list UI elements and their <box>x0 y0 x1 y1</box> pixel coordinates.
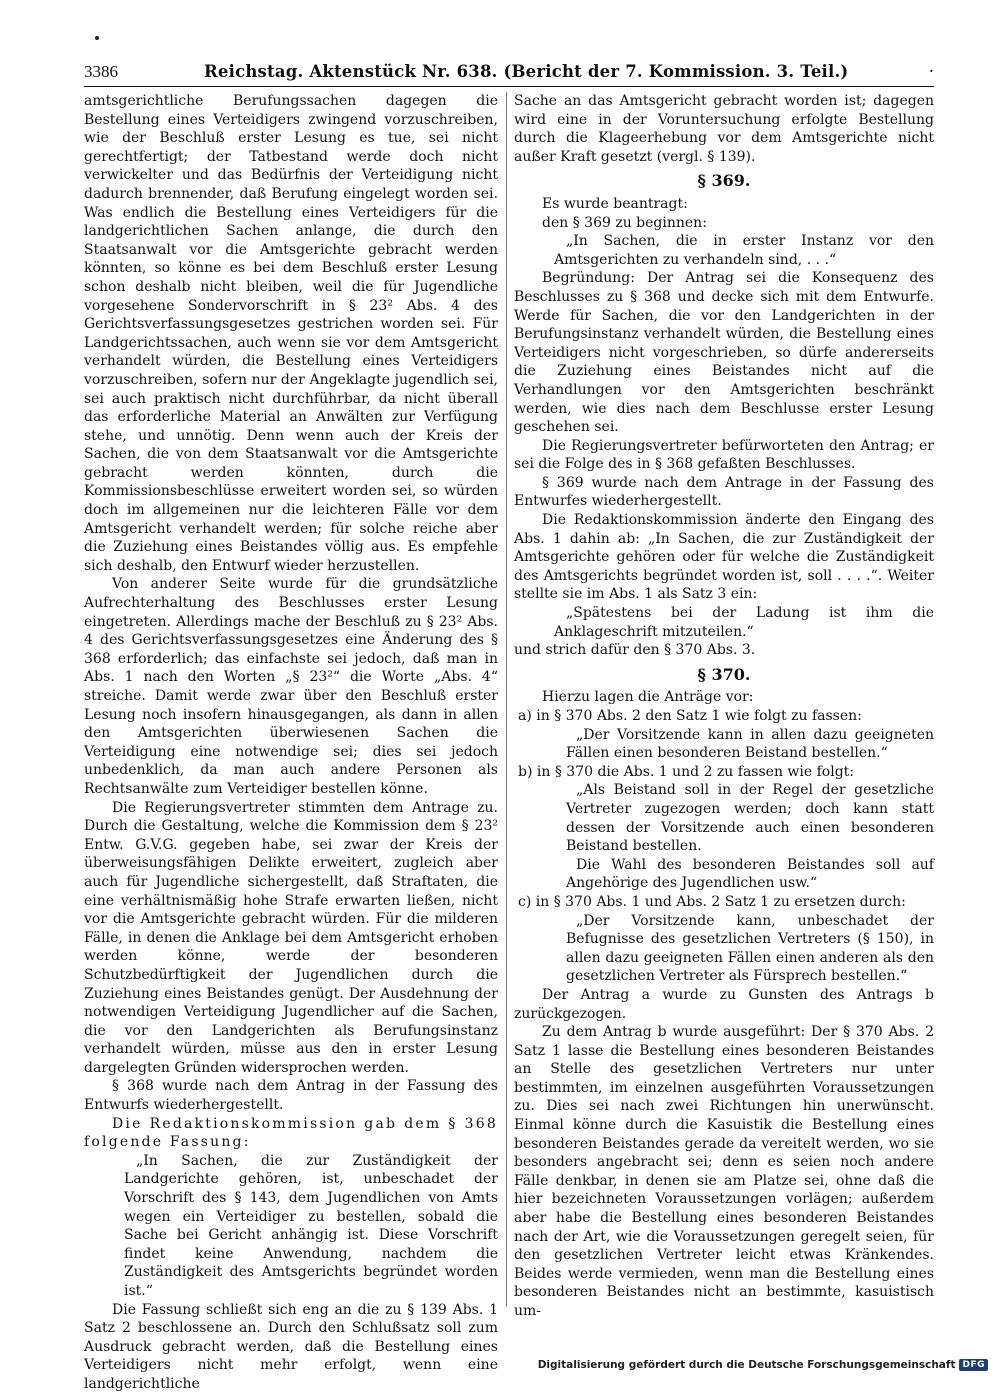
section-heading: § 370. <box>697 664 751 684</box>
digitization-footer <box>538 1355 988 1375</box>
paragraph: Die Fassung schließt sich eng an die zu § 139 Abs. 1 Satz 2 beschlossene an. Durch den Schlußsatz soll zum Ausdruck gebracht werden, daß die Bestellung eines Verteidigers nicht mehr erfolgt, wenn eine landgerichtliche <box>84 1301 498 1392</box>
footer-text: Digitalisierung gefördert durch die Deutsche Forschungsgemeinschaft <box>537 1359 956 1371</box>
paragraph: Die Redaktionskommission gab dem § 368 folgende Fassung: <box>84 1115 498 1151</box>
header-dot: · <box>928 62 934 81</box>
paragraph: Zu dem Antrag b wurde ausgeführt: Der § 370 Abs. 2 Satz 1 lasse die Bestellung eines besonderen Beistandes an Stelle des gesetzlichen Vertreters nur unter bestimmten, im einzelnen ausgeführten Voraussetzungen zu. Dies sei nach zwei Richtungen hin unerwünscht. Einmal könne durch die Kasuistik die Bestellung eines besonderen Beistandes gerade da vereitelt werden, wo sie besonders angebracht sei; denn es seien noch andere Fälle denkbar, in denen sie am Platze sei, ohne daß die hier bezeichneten Voraussetzungen vorlägen; außerdem aber habe die Bestellung eines besonderen Beistandes nach der Art, wie die Voraussetzungen geregelt seien, für den gesetzlichen Vertreter leicht etwas Kränkendes. Beides werde vermieden, wenn man die Bestellung eines besonderen Beistandes nicht an bestimmte, kasuistisch um- <box>514 1024 934 1319</box>
dfg-logo-icon: DFG <box>959 1359 988 1371</box>
list-item: a) in § 370 Abs. 2 den Satz 1 wie folgt zu fassen: <box>518 708 862 724</box>
list-item: b) in § 370 die Abs. 1 und 2 zu fassen wie folgt: <box>518 763 855 780</box>
quotation: Die Wahl des besonderen Beistandes soll auf Angehörige des Jugendlichen usw.“ <box>566 856 934 892</box>
list-item: c) in § 370 Abs. 1 und Abs. 2 Satz 1 zu ersetzen durch: <box>518 893 906 910</box>
quotation: „Der Vorsitzende kann, unbeschadet der Befugnisse des gesetzlichen Vertreters (§ 150), in allen dazu geeigneten Fällen einen anderen als den gesetzlichen Vertreter als Fürsprech bestellen.“ <box>566 912 934 985</box>
paragraph: Sache an das Amtsgericht gebracht worden ist; dagegen wird eine in der Voruntersuchung erfolgte Bestellung durch die Klageerhebung vor dem Amtsgerichte nicht außer Kraft gesetzt (vergl. § 139). <box>514 93 934 165</box>
running-title: Reichstag. Aktenstück Nr. 638. (Bericht der 7. Kommission. 3. Teil.) <box>204 62 849 81</box>
section-heading: § 369. <box>697 171 751 191</box>
left-column <box>84 92 498 1394</box>
paragraph: Die Regierungsvertreter stimmten dem Antrage zu. Durch die Gestaltung, welche die Kommission dem § 23² Entw. G.V.G. gegeben habe, sei zwar der Kreis der überweisungsfähigen Delikte erweitert, zugleich aber auch für Jugendliche sichergestellt, daß Straftaten, die eine verhältnismäßig hohe Strafe erwarten ließen, nicht vor die Amtsgerichte gebracht würden. Für die milderen Fälle, in denen die Anklage bei dem Amtsgericht erhoben werden könne, werde der besonderen Schutzbedürftigkeit der Jugendlichen durch die Zuziehung eines Beistandes genügt. Der Ausdehnung der notwendigen Verteidigung Jugendlicher auf die Sachen, die vor den Landgerichten als Berufungsinstanz verhandelt würden, müsse aus den in erster Lesung dargelegten Gründen widersprochen werden. <box>84 799 498 1076</box>
paragraph: und strich dafür den § 370 Abs. 3. <box>514 642 756 659</box>
quotation: „Der Vorsitzende kann in allen dazu geeigneten Fällen einen besonderen Beistand bestellen.“ <box>566 726 934 762</box>
page-number: 3386 <box>84 62 118 81</box>
paragraph: § 368 wurde nach dem Antrag in der Fassung des Entwurfs wiederhergestellt. <box>84 1078 498 1114</box>
paragraph: Begründung: Der Antrag sei die Konsequenz des Beschlusses zu § 368 und decke sich mit dem Entwurfe. Werde für Sachen, die vor den Landgerichten in der Berufungsinstanz verhandelt würden, die Bestellung eines Verteidigers nicht vorgeschrieben, so dürfe andererseits die Zuziehung eines Beistandes nicht auf die Verhandlungen vor den Amtsgerichten beschränkt werden, wie dies nach dem Beschlusse erster Lesung geschehen sei. <box>514 270 934 436</box>
paragraph: § 369 wurde nach dem Antrage in der Fassung des Entwurfes wiederhergestellt. <box>514 474 934 510</box>
paragraph: den § 369 zu beginnen: <box>542 214 707 231</box>
page-mark-dot <box>95 36 99 40</box>
quotation: „Als Beistand soll in der Regel der gesetzliche Vertreter zugezogen werden; doch kann statt dessen der Vorsitzende auch einen besonderen Beistand bestellen. <box>566 782 934 855</box>
paragraph: Die Regierungsvertreter befürworteten den Antrag; er sei die Folge des in § 368 gefaßten Beschlusses. <box>514 437 934 473</box>
paragraph: Die Redaktionskommission änderte den Eingang des Abs. 1 dahin ab: „In Sachen, die zur Zuständigkeit der Amtsgerichte gehören oder für welche die Zuständigkeit des Amtsgerichts begründet worden ist, soll . . . .“. Weiter stellte sie im Abs. 1 als Satz 3 ein: <box>514 512 934 603</box>
right-column <box>514 92 934 1321</box>
column-divider <box>506 92 507 1307</box>
quotation: „Spätestens bei der Ladung ist ihm die Anklageschrift mitzuteilen.“ <box>554 605 934 640</box>
page-header <box>84 62 934 84</box>
paragraph: Der Antrag a wurde zu Gunsten des Antrags b zurückgezogen. <box>514 986 934 1022</box>
paragraph: Hierzu lagen die Anträge vor: <box>542 689 754 706</box>
paragraph: Von anderer Seite wurde für die grundsätzliche Aufrechterhaltung des Beschlusses erster Lesung eingetreten. Allerdings mache der Beschluß zu § 23² Abs. 4 des Gerichtsverfassungsgesetzes eine Änderung des § 368 erforderlich; das einfachste sei jedoch, daß man in Abs. 1 nach den Worten „§ 23²“ die Worte „Abs. 4“ streiche. Damit werde zwar über den Beschluß erster Lesung noch insofern hinausgegangen, als dann in allen den Amtsgerichten überwiesenen Sachen die Verteidigung eine notwendige sei; dies sei jedoch unbedenklich, da man auch andere Personen als Rechtsanwälte zum Verteidiger bestellen könne. <box>84 576 498 797</box>
paragraph: amtsgerichtliche Berufungssachen dagegen die Bestellung eines Verteidigers zwingend vorzuschreiben, wie der Beschluß erster Lesung es tue, sei nicht gerechtfertigt; der Tatbestand werde doch nicht verwickelter und das Bedürfnis der Verteidigung nicht dadurch brennender, daß Berufung eingelegt worden sei. Was endlich die Bestellung eines Verteidigers für die landgerichtlichen Sachen anlange, die durch den Staatsanwalt vor die Amtsgerichte gebracht werden könnten, so könne es bei dem Beschluß erster Lesung schon deshalb nicht bleiben, weil die für Jugendliche vorgesehene Sondervorschrift in § 23² Abs. 4 des Gerichtsverfassungsgesetzes gestrichen worden sei. Für Landgerichtssachen, auch wenn sie vor dem Amtsgericht verhandelt würden, die Bestellung eines Verteidigers vorzuschreiben, sofern nur der Angeklagte jugendlich sei, sei auch praktisch nicht durchführbar, da nicht überall das erforderliche Material an Anwälten zur Verfügung stehe, und unnötig. Denn wenn auch der Kreis der Sachen, die von dem Staatsanwalt vor die Amtsgerichte gebracht werden könnten, durch die Kommissionsbeschlüsse erweitert worden sei, so würden doch im allgemeinen nur die leichteren Fälle vor dem Amtsgericht verhandelt werden; für solche reiche aber die Zuziehung eines Beistandes völlig aus. Es empfehle sich deshalb, den Entwurf wieder herzustellen. <box>84 93 498 574</box>
quotation: „In Sachen, die zur Zuständigkeit der Landgerichte gehören, ist, unbeschadet der Vorschrift des § 143, dem Jugendlichen von Amts wegen ein Verteidiger zu bestellen, sobald die Sache bei Gericht anhängig ist. Diese Vorschrift findet keine Anwendung, nachdem die Zuständigkeit des Amtsgerichts begründet worden ist.“ <box>124 1152 498 1299</box>
quotation: „In Sachen, die in erster Instanz vor den Amtsgerichten zu verhandeln sind, . . .“ <box>554 233 934 268</box>
header-rule <box>84 86 934 87</box>
paragraph: Es wurde beantragt: <box>542 195 688 212</box>
